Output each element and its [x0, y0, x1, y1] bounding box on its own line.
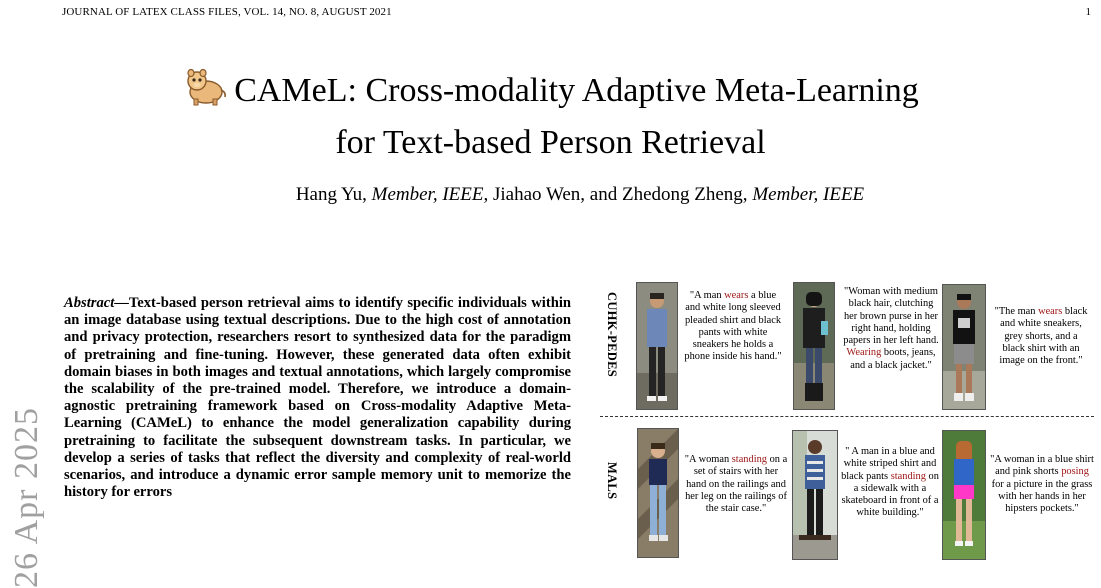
caption-highlight: posing — [1061, 466, 1089, 478]
running-head: JOURNAL OF LATEX CLASS FILES, VOL. 14, NO. 8, AUGUST 2021 — [62, 6, 392, 18]
author-2-3: , Jiahao Wen, and Zhedong Zheng, — [483, 184, 748, 205]
caption-text: "A woman — [684, 454, 732, 465]
caption-3 — [994, 306, 1088, 367]
teaser-figure — [600, 282, 1100, 582]
dashed-divider — [600, 416, 1094, 417]
person-photo — [637, 428, 679, 558]
caption-1 — [683, 290, 783, 364]
caption-text: boots, jeans, and a black jacket." — [850, 347, 936, 371]
row-label-mals: MALS — [605, 462, 619, 500]
caption-2 — [841, 286, 941, 372]
caption-highlight: standing — [890, 470, 926, 482]
caption-text: "A woman in a blue shirt and pink shorts — [990, 454, 1094, 478]
title-text-1: CAMeL: Cross-modality Adaptive Meta-Learning — [234, 72, 919, 109]
page-number: 1 — [1085, 6, 1091, 18]
row-label-cuhk-pedes: CUHK-PEDES — [605, 292, 619, 377]
caption-text: on a sidewalk with a skateboard in front of a white building." — [841, 470, 939, 519]
person-photo — [636, 282, 678, 410]
abstract-text: —Text-based person retrieval aims to identify specific individuals within an image database using textual descriptions. Due to the high cost of annotation and privacy protection, researchers resort to synthesized data for the paradigm of pretraining and fine-tuning. However, these generated data often exhibit domain biases in both images and textual annotations, which largely compromise the scalability of the pre-trained model. Therefore, we introduce a domain-agnostic pretraining framework based on Cross-modality Adaptive Meta-Learning (CAMeL) to enhance the model generalization capability during pretraining to facilitate the subsequent downstream tasks. In particular, we develop a series of tasks that reflect the diversity and complexity of real-world scenarios, and introduce a dynamic error sample memory unit to memorize the history for errors — [64, 295, 571, 501]
camel-icon — [182, 68, 228, 106]
arxiv-stamp: 26 Apr 2025 — [8, 407, 45, 588]
caption-text: "Woman with medium black hair, clutching her brown purse in her right hand, holding papers in her left hand. — [843, 286, 939, 347]
person-photo — [942, 430, 986, 560]
caption-text: "A man — [689, 290, 725, 301]
author-3-role: Member, IEEE — [752, 184, 865, 205]
caption-text: on a set of stairs with her hand on the railings and her leg on the railings of the stair case." — [685, 454, 788, 515]
caption-text: "The man — [994, 306, 1039, 317]
person-photo — [793, 282, 835, 410]
caption-text: for a picture in the grass with her hands in her hipsters pockets." — [991, 478, 1093, 515]
author-1: Hang Yu, — [295, 184, 367, 205]
abstract — [64, 295, 571, 501]
caption-text: black and white sneakers, grey shorts, and a black shirt with an image on the front." — [999, 306, 1088, 367]
person-photo — [792, 430, 838, 560]
caption-text: a blue and white long sleeved pleaded shirt and black pants with white sneakers he holds a phone inside his hand." — [684, 290, 782, 363]
author-1-role: Member, IEEE — [371, 184, 484, 205]
caption-4 — [684, 454, 788, 515]
caption-highlight: wears — [1038, 306, 1063, 317]
caption-highlight: standing — [731, 454, 767, 465]
caption-highlight: wears — [724, 290, 749, 301]
abstract-label: Abstract — [64, 295, 115, 311]
caption-6 — [990, 454, 1094, 515]
person-photo — [942, 284, 986, 410]
caption-highlight: Wearing — [846, 347, 882, 359]
caption-text: " A man in a blue and white striped shirt and black pants — [841, 446, 937, 482]
paper-title-line-1 — [0, 68, 1101, 110]
caption-5 — [840, 446, 940, 520]
author-line — [0, 184, 1101, 206]
paper-title-line-2: for Text-based Person Retrieval — [335, 124, 766, 161]
